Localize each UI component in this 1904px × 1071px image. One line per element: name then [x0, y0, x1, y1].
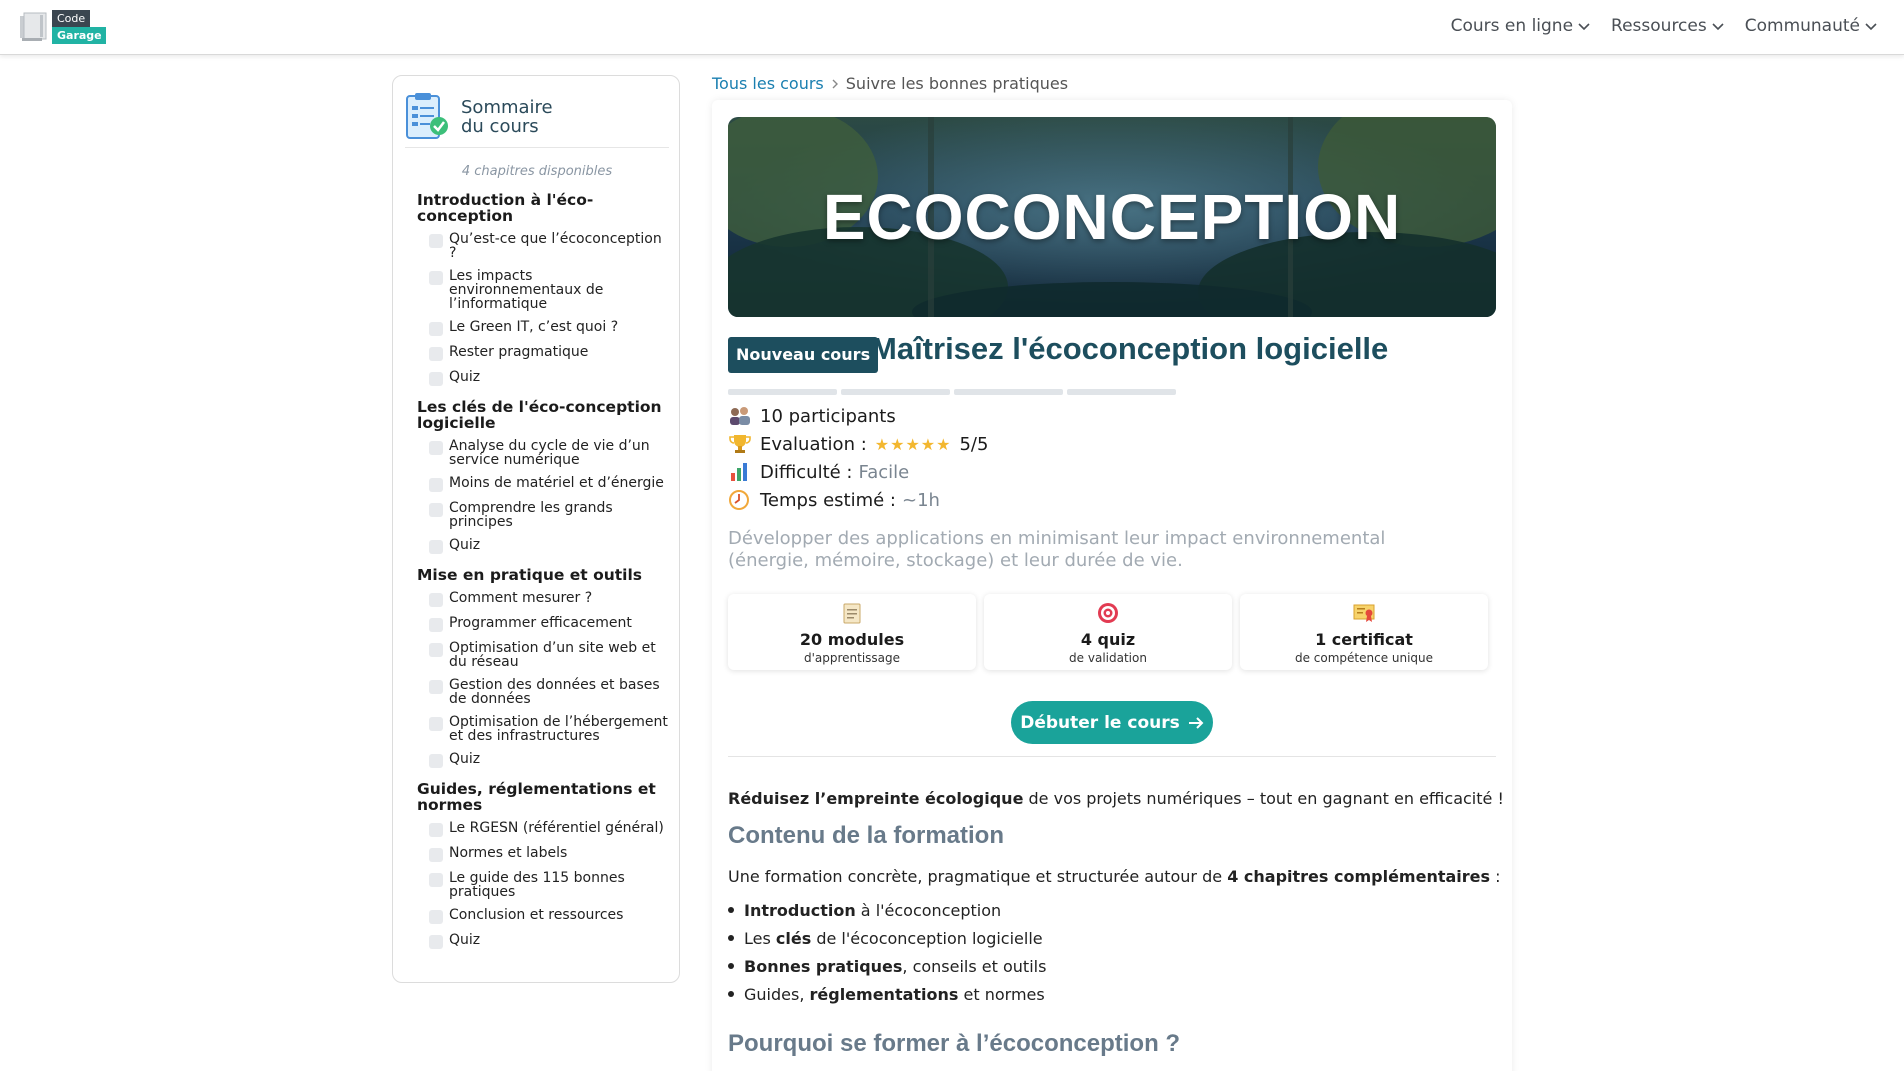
lesson-checkbox[interactable]	[429, 372, 443, 386]
chapter-title[interactable]: Les clés de l'éco-conception logicielle	[417, 398, 662, 432]
chapter-gap	[417, 958, 669, 962]
notepad-icon	[841, 602, 863, 624]
feature-certificate-count: 1 certificat	[1315, 630, 1413, 649]
feature-card-certificate	[1240, 594, 1488, 670]
progress-segment	[841, 389, 950, 395]
list-item	[728, 952, 1046, 980]
lesson-label: Conclusion et ressources	[449, 907, 624, 923]
breadcrumb	[712, 74, 1068, 93]
progress-segment	[728, 389, 837, 395]
bullet-text: Guides,	[744, 984, 810, 1004]
star-rating-icon: ★★★★★	[874, 434, 952, 454]
course-description: Développer des applications en minimisant leur impact environnemental (énergie, mémoire, stockage) et leur durée de vie.	[728, 528, 1386, 571]
section-paragraph	[728, 867, 1501, 886]
lesson-label: Optimisation de l’hébergement et des infrastructures	[449, 714, 668, 744]
difficulty-label: Difficulté :	[760, 461, 853, 483]
bullet-text: et normes	[958, 984, 1045, 1004]
nav-label: Cours en ligne	[1450, 16, 1574, 36]
sidebar-header	[405, 92, 669, 148]
start-course-button[interactable]	[1011, 701, 1213, 744]
arrow-right-icon	[1188, 716, 1204, 730]
lesson-checkbox[interactable]	[429, 680, 443, 694]
section-paragraph-end: :	[1490, 867, 1501, 886]
start-course-label: Débuter le cours	[1020, 712, 1180, 733]
list-item	[728, 896, 1046, 924]
lesson-label: Quiz	[449, 751, 481, 767]
progress-segment	[954, 389, 1063, 395]
feature-modules-count: 20 modules	[799, 630, 905, 649]
lesson-checkbox[interactable]	[429, 873, 443, 887]
banner-title: ECOCONCEPTION	[822, 181, 1402, 253]
lesson-label: Qu’est-ce que l’écoconception ?	[449, 231, 662, 261]
course-banner	[728, 117, 1496, 317]
chapter-title[interactable]: Mise en pratique et outils	[417, 566, 643, 584]
clipboard-check-icon	[405, 92, 451, 142]
breadcrumb-all-courses[interactable]: Tous les cours	[712, 74, 824, 93]
lesson-checkbox[interactable]	[429, 478, 443, 492]
main-nav	[1451, 16, 1878, 36]
monitor-icon	[20, 12, 48, 42]
progress-bar	[728, 389, 1176, 395]
bullet-dot	[728, 991, 734, 997]
chapter-count: 4 chapitres disponibles	[461, 164, 613, 179]
lesson-item[interactable]	[429, 232, 669, 260]
bullet-text: Les	[744, 928, 776, 948]
lesson-label: Optimisation d’un site web et du réseau	[449, 640, 656, 670]
lesson-label: Le RGESN (référentiel général)	[449, 820, 664, 836]
lesson-checkbox[interactable]	[429, 271, 443, 285]
chevron-down-icon	[1864, 19, 1878, 33]
lesson-checkbox[interactable]	[429, 347, 443, 361]
lesson-item[interactable]	[429, 871, 669, 899]
chevron-down-icon	[1577, 19, 1591, 33]
lesson-checkbox[interactable]	[429, 935, 443, 949]
course-title: Maîtrisez l'écoconception logicielle	[871, 331, 1389, 366]
course-card	[712, 100, 1512, 1071]
bullet-bold: réglementations	[809, 984, 959, 1004]
rating-value: 5/5	[959, 433, 989, 455]
lesson-checkbox[interactable]	[429, 823, 443, 837]
lesson-label: Comment mesurer ?	[449, 590, 593, 606]
lesson-item[interactable]	[429, 821, 669, 837]
lesson-checkbox[interactable]	[429, 234, 443, 248]
course-stats	[728, 402, 988, 514]
participants-stat	[728, 402, 988, 430]
lesson-item[interactable]	[429, 616, 669, 632]
chevron-down-icon	[1711, 19, 1725, 33]
lesson-label: Normes et labels	[449, 845, 568, 861]
lesson-label: Programmer efficacement	[449, 615, 632, 631]
lesson-checkbox[interactable]	[429, 910, 443, 924]
feature-quiz-label: de validation	[1069, 651, 1147, 665]
lesson-checkbox[interactable]	[429, 618, 443, 632]
rating-label: Evaluation :	[760, 433, 867, 455]
section-title-contenu: Contenu de la formation	[728, 822, 1004, 849]
nav-cours-en-ligne[interactable]	[1451, 16, 1591, 36]
lesson-item[interactable]	[429, 752, 669, 768]
lesson-label: Analyse du cycle de vie d’un service numérique	[449, 438, 650, 468]
progress-segment	[1067, 389, 1176, 395]
chapter-bullets	[728, 896, 1046, 1008]
time-stat	[728, 486, 988, 514]
top-header	[0, 0, 1904, 55]
chapter-list	[417, 192, 669, 962]
nav-label: Communauté	[1744, 16, 1860, 36]
target-icon	[1097, 602, 1119, 624]
clock-icon	[728, 489, 752, 511]
lesson-item[interactable]	[429, 320, 669, 336]
bullet-text: à l'écoconception	[855, 900, 1002, 920]
lesson-item[interactable]	[429, 538, 669, 554]
lesson-item[interactable]	[429, 641, 669, 669]
list-item	[728, 980, 1046, 1008]
bullet-text: , conseils et outils	[902, 956, 1047, 976]
divider	[728, 756, 1496, 757]
certificate-icon	[1353, 602, 1375, 624]
feature-certificate-label: de compétence unique	[1294, 651, 1434, 665]
lesson-label: Les impacts environnementaux de l’informatique	[449, 268, 604, 312]
lesson-checkbox[interactable]	[429, 593, 443, 607]
lesson-checkbox[interactable]	[429, 717, 443, 731]
nav-label: Ressources	[1611, 16, 1707, 36]
lesson-item[interactable]	[429, 678, 669, 706]
sidebar-title: Sommaire du cours	[461, 97, 553, 137]
nav-communaute[interactable]	[1745, 16, 1878, 36]
lesson-label: Moins de matériel et d’énergie	[449, 475, 664, 491]
lesson-item[interactable]	[429, 846, 669, 862]
lesson-item[interactable]	[429, 501, 669, 529]
feature-card-modules	[728, 594, 976, 670]
bullet-bold: Introduction	[744, 900, 856, 920]
chevron-right-icon	[830, 78, 840, 90]
feature-card-quiz	[984, 594, 1232, 670]
feature-cards	[728, 594, 1488, 670]
lesson-item[interactable]	[429, 345, 669, 361]
time-label: Temps estimé :	[760, 489, 896, 511]
trophy-icon	[728, 433, 752, 455]
bar-chart-icon	[728, 461, 752, 483]
lesson-label: Le Green IT, c’est quoi ?	[449, 319, 619, 335]
logo-garage-text: Garage	[52, 27, 106, 44]
section-paragraph-start: Une formation concrète, pragmatique et structurée autour de	[728, 867, 1228, 886]
lesson-checkbox[interactable]	[429, 754, 443, 768]
intro-text	[728, 789, 1504, 808]
participants-text: 10 participants	[760, 405, 896, 427]
bullet-bold: clés	[775, 928, 812, 948]
list-item	[728, 924, 1046, 952]
feature-modules-label: d'apprentissage	[803, 651, 901, 665]
lesson-checkbox[interactable]	[429, 503, 443, 517]
lesson-item[interactable]	[429, 715, 669, 743]
lesson-item[interactable]	[429, 933, 669, 949]
lesson-checkbox[interactable]	[429, 322, 443, 336]
nav-ressources[interactable]	[1611, 16, 1725, 36]
lesson-checkbox[interactable]	[429, 441, 443, 455]
course-summary-sidebar	[392, 75, 680, 983]
section-title-pourquoi: Pourquoi se former à l’écoconception ?	[728, 1030, 1181, 1057]
lesson-item[interactable]	[429, 591, 669, 607]
lesson-label: Quiz	[449, 932, 481, 948]
lesson-label: Rester pragmatique	[449, 344, 589, 360]
intro-bold: Réduisez l’empreinte écologique	[728, 789, 1024, 808]
lesson-checkbox[interactable]	[429, 848, 443, 862]
lesson-checkbox[interactable]	[429, 643, 443, 657]
new-course-badge: Nouveau cours	[728, 337, 878, 373]
section-paragraph-bold: 4 chapitres complémentaires	[1227, 867, 1491, 886]
logo-code-text: Code	[52, 10, 90, 27]
lesson-label: Quiz	[449, 537, 481, 553]
bullet-dot	[728, 935, 734, 941]
lesson-label: Quiz	[449, 369, 481, 385]
feature-quiz-count: 4 quiz	[1080, 630, 1136, 649]
codegarage-logo[interactable]	[20, 9, 108, 47]
bullet-text: de l'écoconception logicielle	[811, 928, 1043, 948]
breadcrumb-current: Suivre les bonnes pratiques	[845, 74, 1069, 93]
lesson-item[interactable]	[429, 476, 669, 492]
intro-rest: de vos projets numériques – tout en gagnant en efficacité !	[1023, 789, 1504, 808]
bullet-bold: Bonnes pratiques	[744, 956, 903, 976]
lesson-label: Gestion des données et bases de données	[449, 677, 660, 707]
difficulty-value: Facile	[858, 461, 910, 483]
lesson-checkbox[interactable]	[429, 540, 443, 554]
rating-stat	[728, 430, 988, 458]
people-icon	[728, 405, 752, 427]
chapter-title[interactable]: Introduction à l'éco-conception	[417, 191, 594, 225]
lesson-item[interactable]	[429, 370, 669, 386]
lesson-item[interactable]	[429, 269, 669, 311]
lesson-item[interactable]	[429, 908, 669, 924]
lesson-item[interactable]	[429, 439, 669, 467]
bullet-dot	[728, 963, 734, 969]
difficulty-stat	[728, 458, 988, 486]
time-value: ~1h	[901, 489, 940, 511]
lesson-label: Comprendre les grands principes	[449, 500, 613, 530]
bullet-dot	[728, 907, 734, 913]
chapter-title[interactable]: Guides, réglementations et normes	[417, 780, 656, 814]
lesson-label: Le guide des 115 bonnes pratiques	[449, 870, 625, 900]
